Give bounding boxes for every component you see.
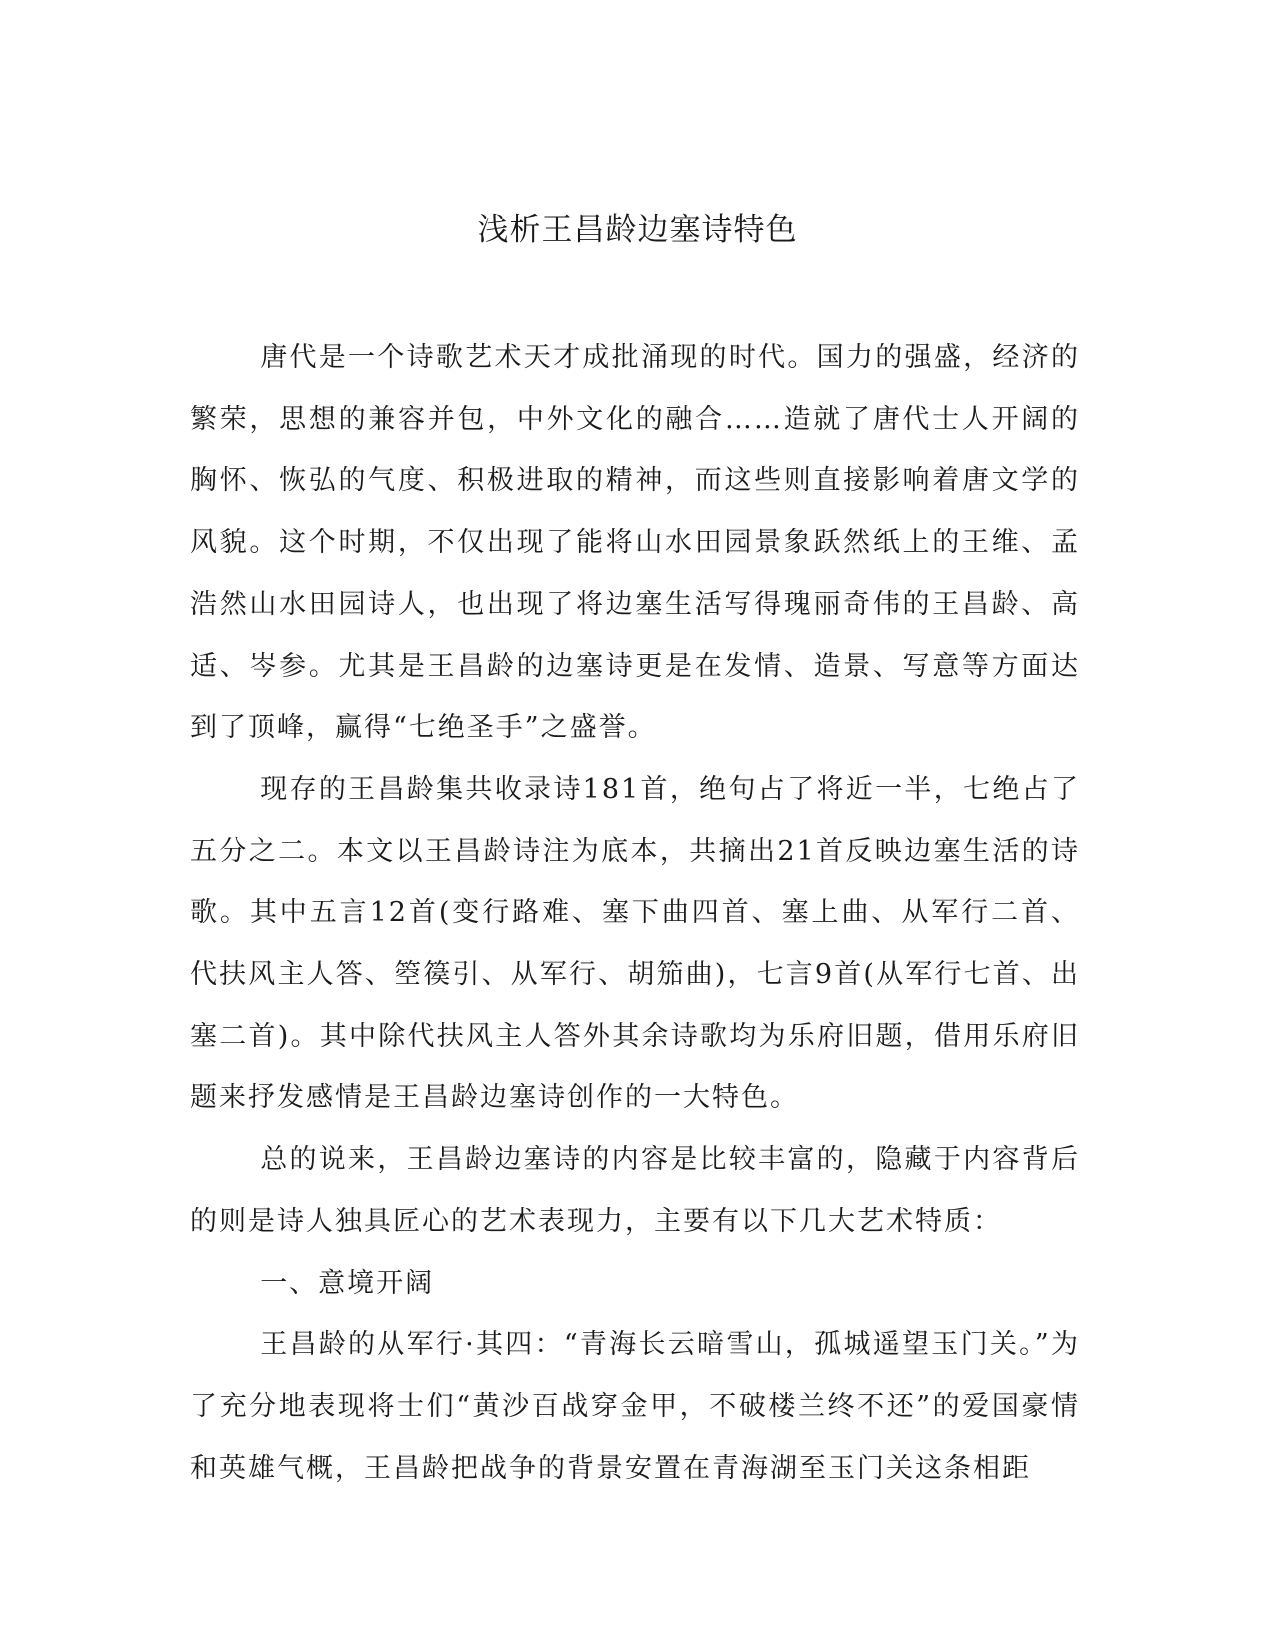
document-body [190,327,1080,1499]
paragraph-summary: 总的说来，王昌龄边塞诗的内容是比较丰富的，隐藏于内容背后的则是诗人独具匠心的艺术表现力，主要有以下几大艺术特质： [190,1144,1080,1237]
paragraph-section-1: 王昌龄的从军行·其四：“青海长云暗雪山，孤城遥望玉门关。”为了充分地表现将士们“黄沙百战穿金甲，不破楼兰终不还”的爱国豪情和英雄气概，王昌龄把战争的背景安置在青海湖至玉门关这条相距 [190,1329,1080,1484]
paragraph-intro: 唐代是一个诗歌艺术天才成批涌现的时代。国力的强盛，经济的繁荣，思想的兼容并包，中外文化的融合……造就了唐代士人开阔的胸怀、恢弘的气度、积极进取的精神，而这些则直接影响着唐文学的风貌。这个时期，不仅出现了能将山水田园景象跃然纸上的王维、孟浩然山水田园诗人，也出现了将边塞生活写得瑰丽奇伟的王昌龄、高适、岑参。尤其是王昌龄的边塞诗更是在发情、造景、写意等方面达到了顶峰，赢得“七绝圣手”之盛誉。 [190,342,1080,744]
section-heading-1: 一、意境开阔 [260,1267,435,1299]
paragraph-poem-count: 现存的王昌龄集共收录诗181首，绝句占了将近一半，七绝占了五分之二。本文以王昌龄诗注为底本，共摘出21首反映边塞生活的诗歌。其中五言12首(变行路难、塞下曲四首、塞上曲、从军行二首、代扶风主人答、箜篌引、从军行、胡笳曲)，七言9首(从军行七首、出塞二首)。其中除代扶风主人答外其余诗歌均为乐府旧题，借用乐府旧题来抒发感情是王昌龄边塞诗创作的一大特色。 [190,773,1080,1114]
document-title: 浅析王昌龄边塞诗特色 [477,212,798,248]
